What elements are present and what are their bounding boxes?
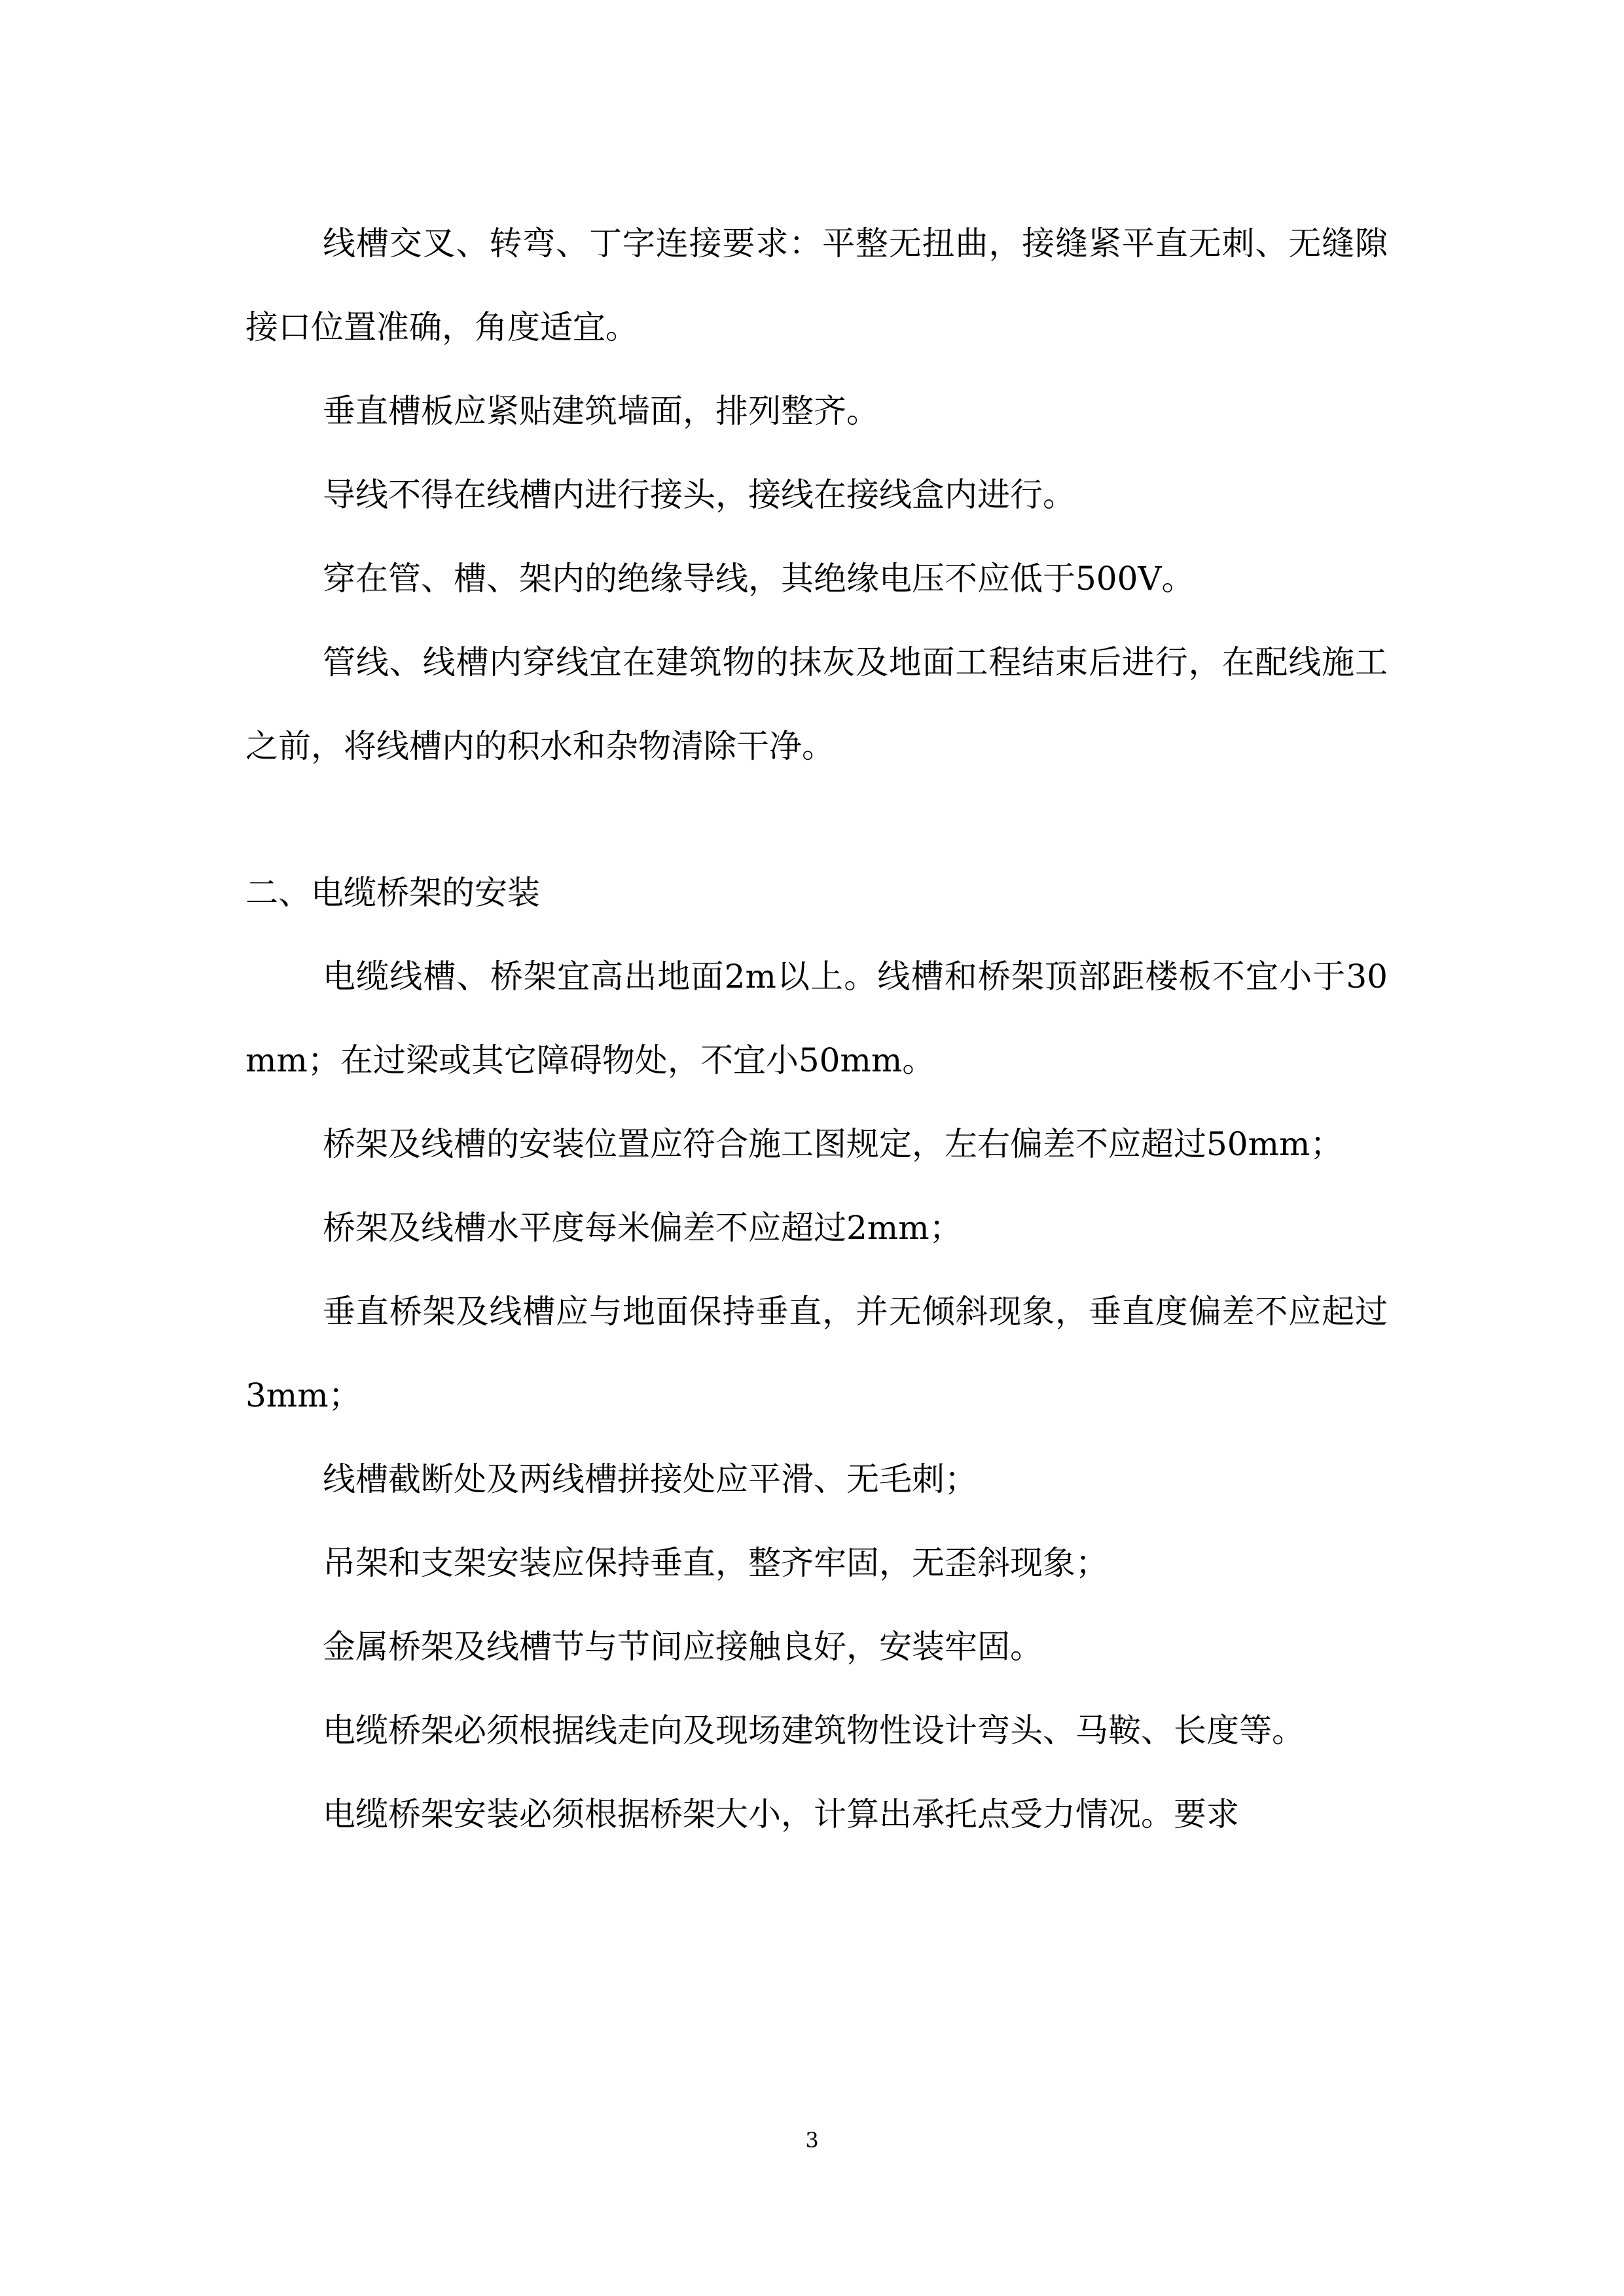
paragraph-vertical-trunking: 垂直槽板应紧贴建筑墙面，排列整齐。 [323, 392, 879, 430]
section-heading: 二、电缆桥架的安装 [245, 874, 540, 912]
page-number: 3 [805, 2128, 819, 2153]
section-1-body [245, 202, 1388, 788]
paragraph-levelness: 桥架及线槽水平度每米偏差不应超过2mm； [323, 1209, 962, 1247]
paragraph-hangers-supports: 吊架和支架安装应保持垂直，整齐牢固，无歪斜现象； [323, 1544, 1108, 1582]
paragraph-insulation-voltage: 穿在管、槽、架内的绝缘导线，其绝缘电压不应低于500V。 [323, 560, 1195, 598]
paragraph-position-deviation: 桥架及线槽的安装位置应符合施工图规定，左右偏差不应超过50mm； [323, 1125, 1343, 1163]
paragraph-verticality: 垂直桥架及线槽应与地面保持垂直，并无倾斜现象，垂直度偏差不应起过3mm； [245, 1293, 1388, 1414]
paragraph-no-splice: 导线不得在线槽内进行接头，接线在接线盒内进行。 [323, 476, 1075, 514]
paragraph-wiring-timing: 管线、线槽内穿线宜在建筑物的抹灰及地面工程结束后进行，在配线施工之前，将线槽内的积水和杂物清除干净。 [245, 643, 1388, 765]
paragraph-load-calculation: 电缆桥架安装必须根据桥架大小，计算出承托点受力情况。要求 [323, 1795, 1239, 1833]
paragraph-bend-design: 电缆桥架必须根据线走向及现场建筑物性设计弯头、马鞍、长度等。 [323, 1712, 1305, 1749]
paragraph-installation-height: 电缆线槽、桥架宜高出地面2m以上。线槽和桥架顶部距楼板不宜小于30mm；在过梁或其它障碍物处，不宜小50mm。 [245, 958, 1388, 1079]
paragraph-trunking-connection: 线槽交叉、转弯、丁字连接要求：平整无扭曲，接缝紧平直无刺、无缝隙接口位置准确，角度适宜。 [245, 224, 1388, 346]
paragraph-cut-edges: 线槽截断处及两线槽拼接处应平滑、无毛刺； [323, 1460, 977, 1498]
paragraph-joint-contact: 金属桥架及线槽节与节间应接触良好，安装牢固。 [323, 1628, 1043, 1666]
section-2-body [245, 851, 1388, 1856]
